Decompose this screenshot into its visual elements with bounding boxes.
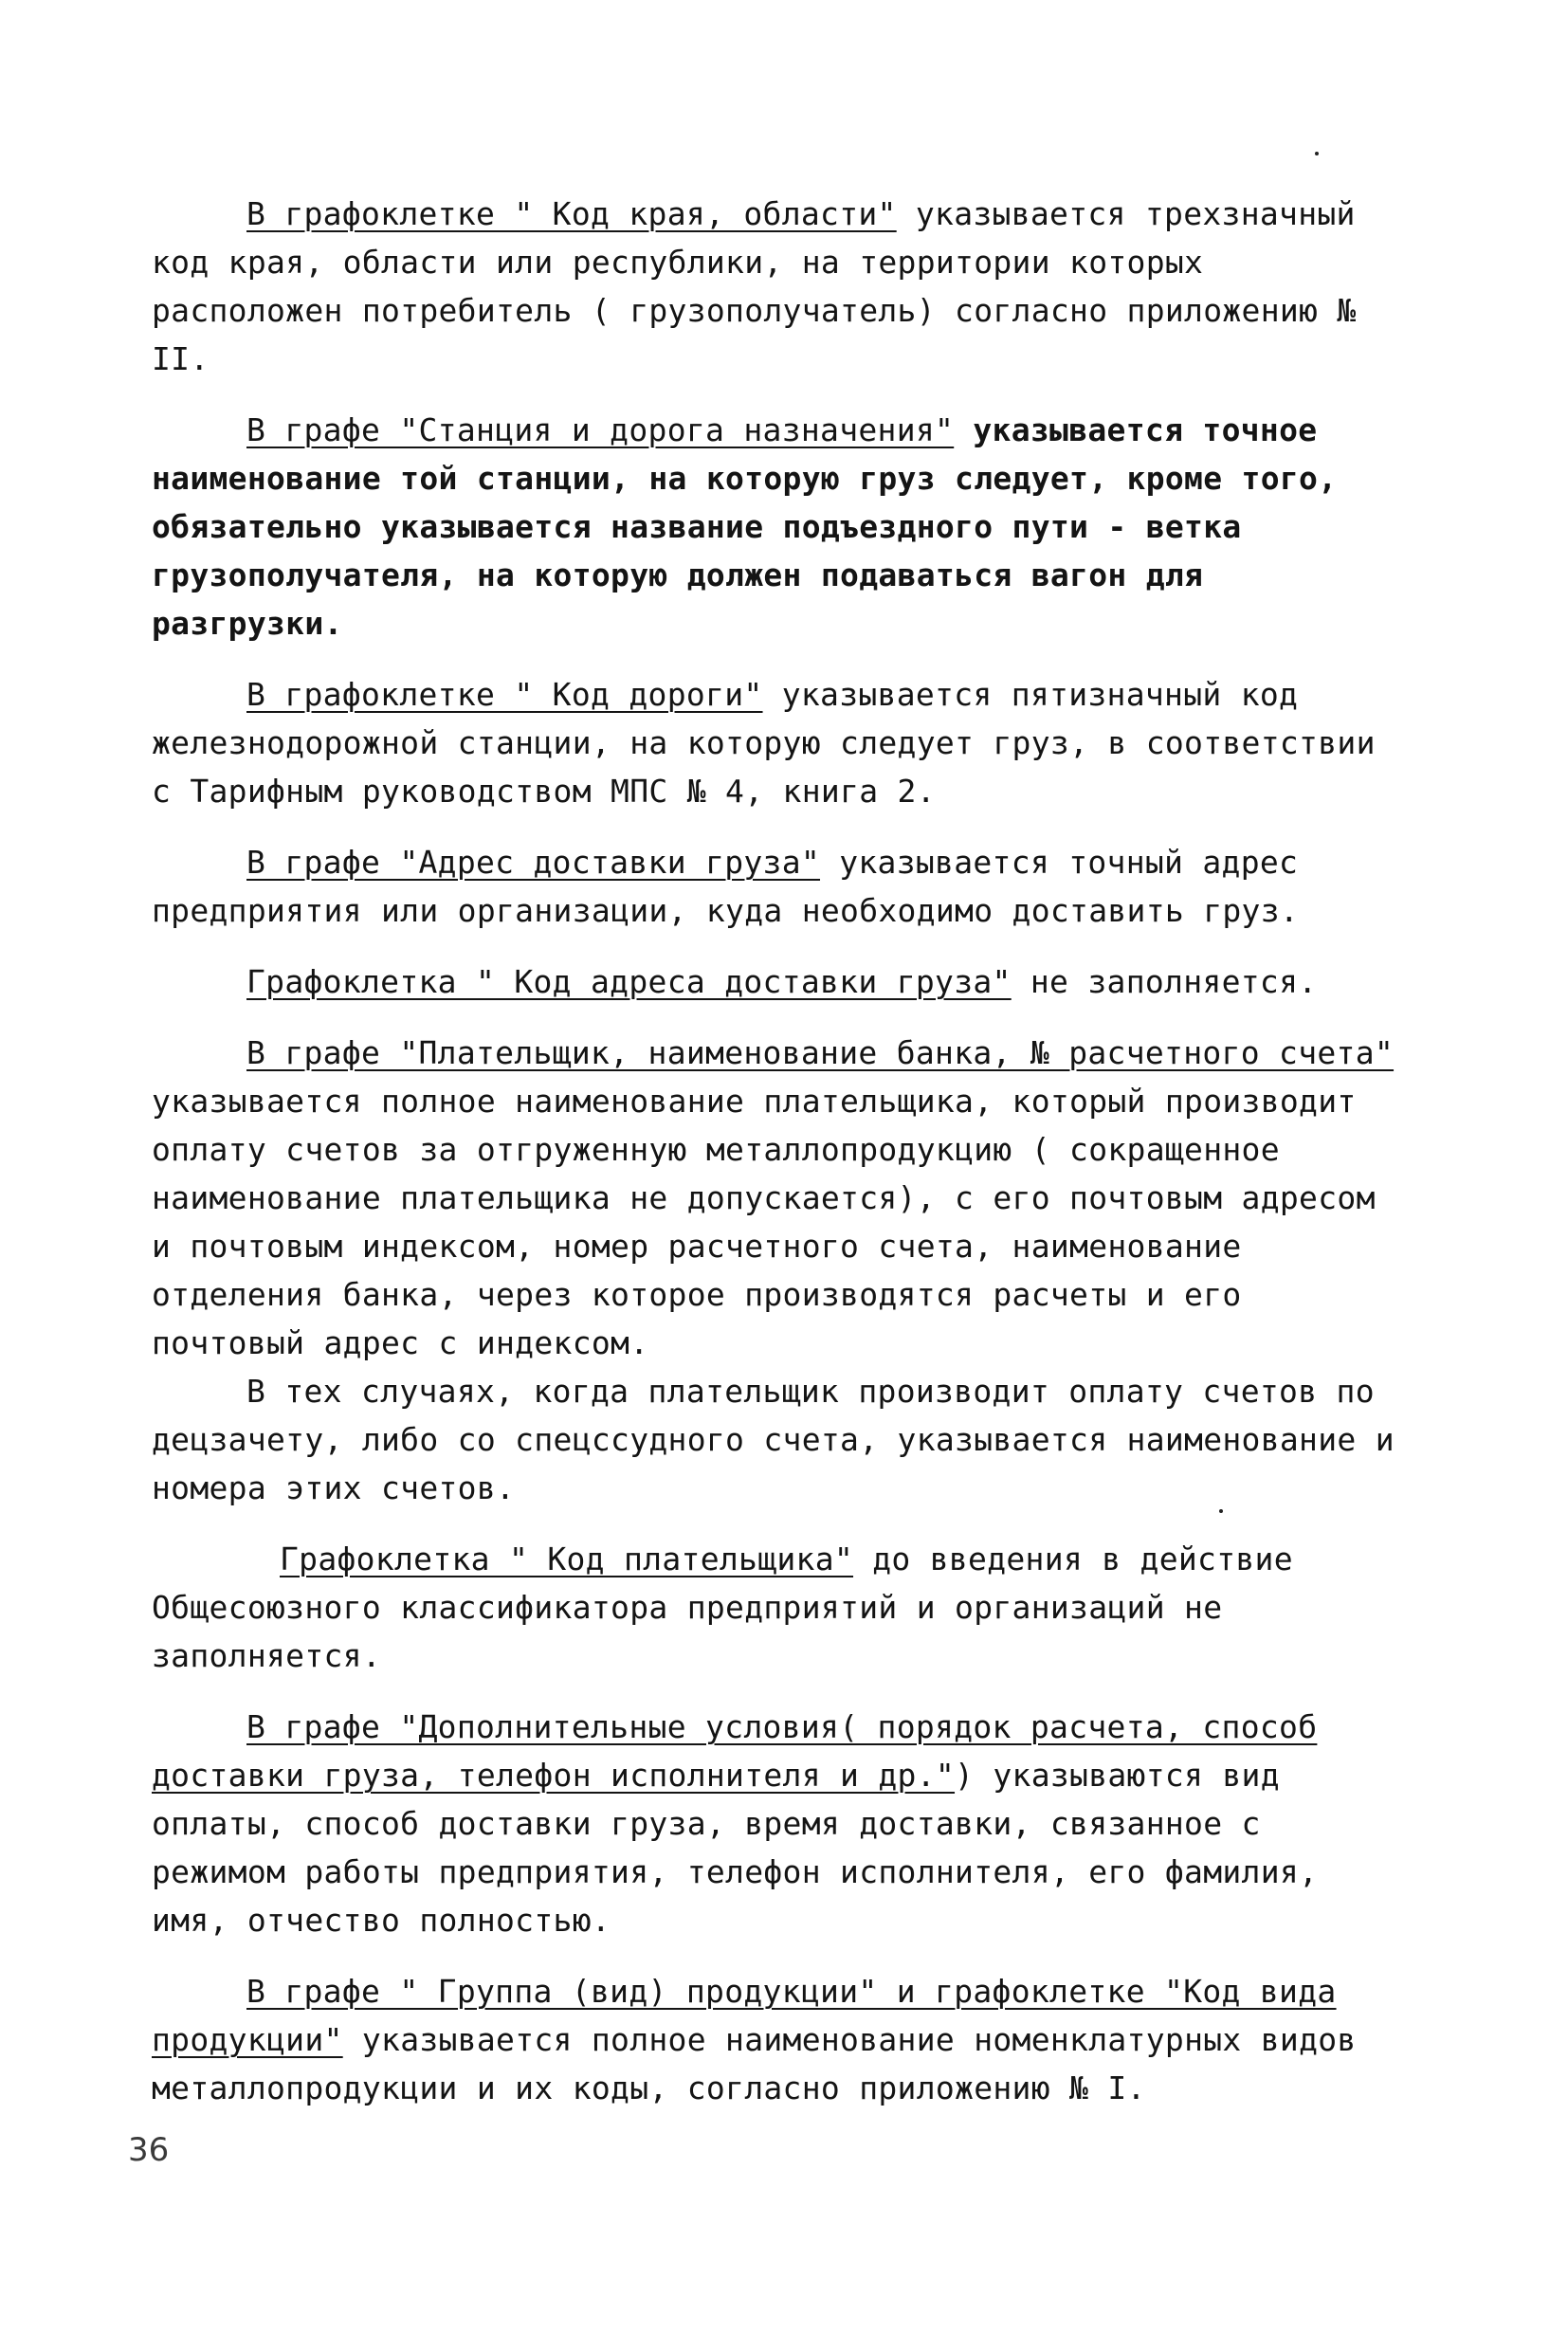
paragraph-lead: В графе "Плательщик, наименование банка, № расчетного счета" bbox=[246, 1034, 1395, 1071]
paragraph-text: не заполняется. bbox=[1011, 963, 1318, 1000]
paragraph-text: ) указываются вид оплаты, способ доставки груза, время доставки, связанное с режимом работы предприятия, телефон исполнителя, его фамилия, имя, отчество полностью. bbox=[152, 1757, 1319, 1939]
paragraph-text: В тех случаях, когда плательщик производит оплату счетов по децзачету, либо со спецссудного счета, указывается наименование и номера этих счетов. bbox=[152, 1373, 1395, 1506]
paragraph-lead: В графе " Группа (вид) продукции" и графоклетке "Код вида продукции" bbox=[152, 1973, 1337, 2058]
scan-speck bbox=[1315, 152, 1319, 155]
paragraph-text: указывается точное наименование той станции, на которую груз следует, кроме того, обязательно указывается название подъездного пути - ветка грузополучателя, на которую должен подаваться вагон для разгрузки. bbox=[152, 411, 1338, 642]
paragraph-lead: Графоклетка " Код адреса доставки груза" bbox=[246, 963, 1012, 1000]
document-body bbox=[152, 190, 1403, 2135]
scan-speck bbox=[1219, 1509, 1223, 1513]
paragraph-text: указывается точный адрес предприятия или организации, куда необходимо доставить груз. bbox=[152, 844, 1300, 929]
paragraph-additional-conditions bbox=[152, 1703, 1403, 1944]
paragraph-payer bbox=[152, 1029, 1403, 1367]
paragraph-region-code bbox=[152, 190, 1403, 383]
paragraph-payer-code bbox=[152, 1535, 1403, 1680]
paragraph-text: указывается пятизначный код железнодорожной станции, на которую следует груз, в соответствии с Тарифным руководством МПС № 4, книга 2. bbox=[152, 676, 1376, 810]
page-number: 36 bbox=[128, 2131, 170, 2169]
paragraph-delivery-address-code bbox=[152, 957, 1403, 1006]
paragraph-lead: В графе "Станция и дорога назначения" bbox=[246, 411, 955, 448]
paragraph-text: до введения в действие Общесоюзного классификатора предприятий и организаций не заполняется. bbox=[152, 1541, 1293, 1674]
paragraph-delivery-address bbox=[152, 838, 1403, 935]
paragraph-railway-code bbox=[152, 670, 1403, 815]
paragraph-lead: В графоклетке " Код края, области" bbox=[246, 195, 897, 232]
paragraph-lead: В графоклетке " Код дороги" bbox=[246, 676, 763, 713]
paragraph-destination-station bbox=[152, 406, 1403, 647]
paragraph-special-accounts bbox=[152, 1367, 1403, 1512]
paragraph-text: указывается полное наименование номенклатурных видов металлопродукции и их коды, согласно приложению № I. bbox=[152, 2021, 1357, 2106]
paragraph-text: указывается полное наименование плательщика, который производит оплату счетов за отгруженную металлопродукцию ( сокращенное наименование плательщика не допускается), с его почтовым адресом и почтовым индексом, номер расчетного счета, наименование отделения банка, через которое производятся расчеты и его почтовый адрес с индексом. bbox=[152, 1083, 1376, 1361]
paragraph-product-group bbox=[152, 1967, 1403, 2112]
paragraph-lead: Графоклетка " Код плательщика" bbox=[280, 1541, 854, 1577]
paragraph-lead: В графе "Адрес доставки груза" bbox=[246, 844, 821, 881]
paragraph-lead: В графе "Дополнительные условия( порядок расчета, способ доставки груза, телефон исполнителя и др." bbox=[152, 1708, 1318, 1794]
paragraph-text: указывается трехзначный код края, области или республики, на территории которых расположен потребитель ( грузополучатель) согласно приложению № II. bbox=[152, 195, 1357, 377]
